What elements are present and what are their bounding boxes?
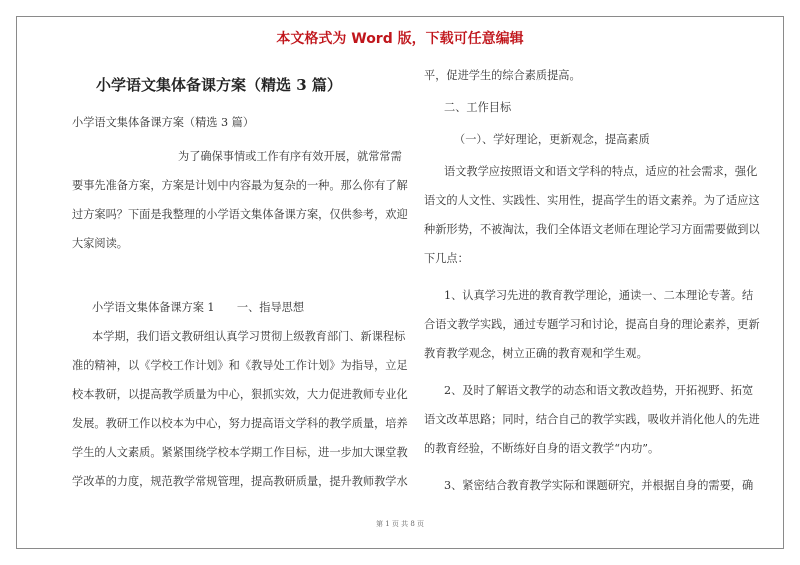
right-line-13: 的教育经验，不断练好自身的语文教学“内功”。 [424, 442, 660, 455]
document-title: 小学语文集体备课方案（精选 3 篇） [96, 76, 342, 94]
document-subtitle: 小学语文集体备课方案（精选 3 篇） [72, 116, 255, 129]
right-line-10: 教育教学观念，树立正确的教育观和学生观。 [424, 347, 648, 360]
intro-line-1: 为了确保事情或工作有序有效开展，就常常需 [178, 150, 402, 163]
body-line-1: 本学期，我们语文教研组认真学习贯彻上级教育部门、新课程标 [92, 330, 406, 343]
intro-line-3: 过方案吗？下面是我整理的小学语文集体备课方案，仅供参考，欢迎 [72, 208, 408, 221]
right-line-9: 合语文教学实践，通过专题学习和讨论，提高自身的理论素养，更新 [424, 318, 760, 331]
section-heading: 小学语文集体备课方案 1 一、指导思想 [92, 301, 305, 314]
word-format-banner: 本文格式为 Word 版，下载可任意编辑 [276, 31, 524, 47]
intro-line-2: 要事先准备方案，方案是计划中内容最为复杂的一种。那么你有了解 [72, 179, 408, 192]
page-number-footer: 第 1 页 共 8 页 [375, 520, 425, 528]
body-line-3: 校本教研，以提高教学质量为中心，狠抓实效，大力促进教师专业化 [72, 388, 408, 401]
right-line-5: 语文的人文性、实践性、实用性，提高学生的语文素养。为了适应这 [424, 194, 760, 207]
intro-line-4: 大家阅读。 [72, 237, 128, 250]
body-line-4: 发展。教研工作以校本为中心，努力提高语文学科的教学质量，培养 [72, 417, 408, 430]
right-line-12: 语文改革思路；同时，结合自己的教学实践，吸收并消化他人的先进 [424, 413, 760, 426]
right-point-1: 1、认真学习先进的教育教学理论，通读一、二本理论专著。结 [444, 289, 754, 302]
right-heading-goals: 二、工作目标 [444, 101, 512, 114]
right-point-2: 2、及时了解语文教学的动态和语文教改趋势，开拓视野、拓宽 [444, 384, 754, 397]
body-line-6: 学改革的力度，规范教学常规管理，提高教研质量，提升教师教学水 [72, 475, 408, 488]
right-line-7: 下几点： [424, 252, 469, 265]
right-line-6: 种新形势，不被淘汰，我们全体语文老师在理论学习方面需要做到以 [424, 223, 760, 236]
right-line-4: 语文教学应按照语文和语文学科的特点，适应的社会需求，强化 [444, 165, 758, 178]
right-line-1: 平，促进学生的综合素质提高。 [424, 69, 581, 82]
body-line-5: 学生的人文素质。紧紧围绕学校本学期工作目标，进一步加大课堂教 [72, 446, 408, 459]
right-point-3: 3、紧密结合教育教学实际和课题研究，并根据自身的需要，确 [444, 479, 754, 492]
page-border [16, 16, 784, 549]
body-line-2: 准的精神，以《学校工作计划》和《教导处工作计划》为指导，立足 [72, 359, 408, 372]
right-subheading-1: （一）、学好理论，更新观念，提高素质 [454, 133, 650, 146]
